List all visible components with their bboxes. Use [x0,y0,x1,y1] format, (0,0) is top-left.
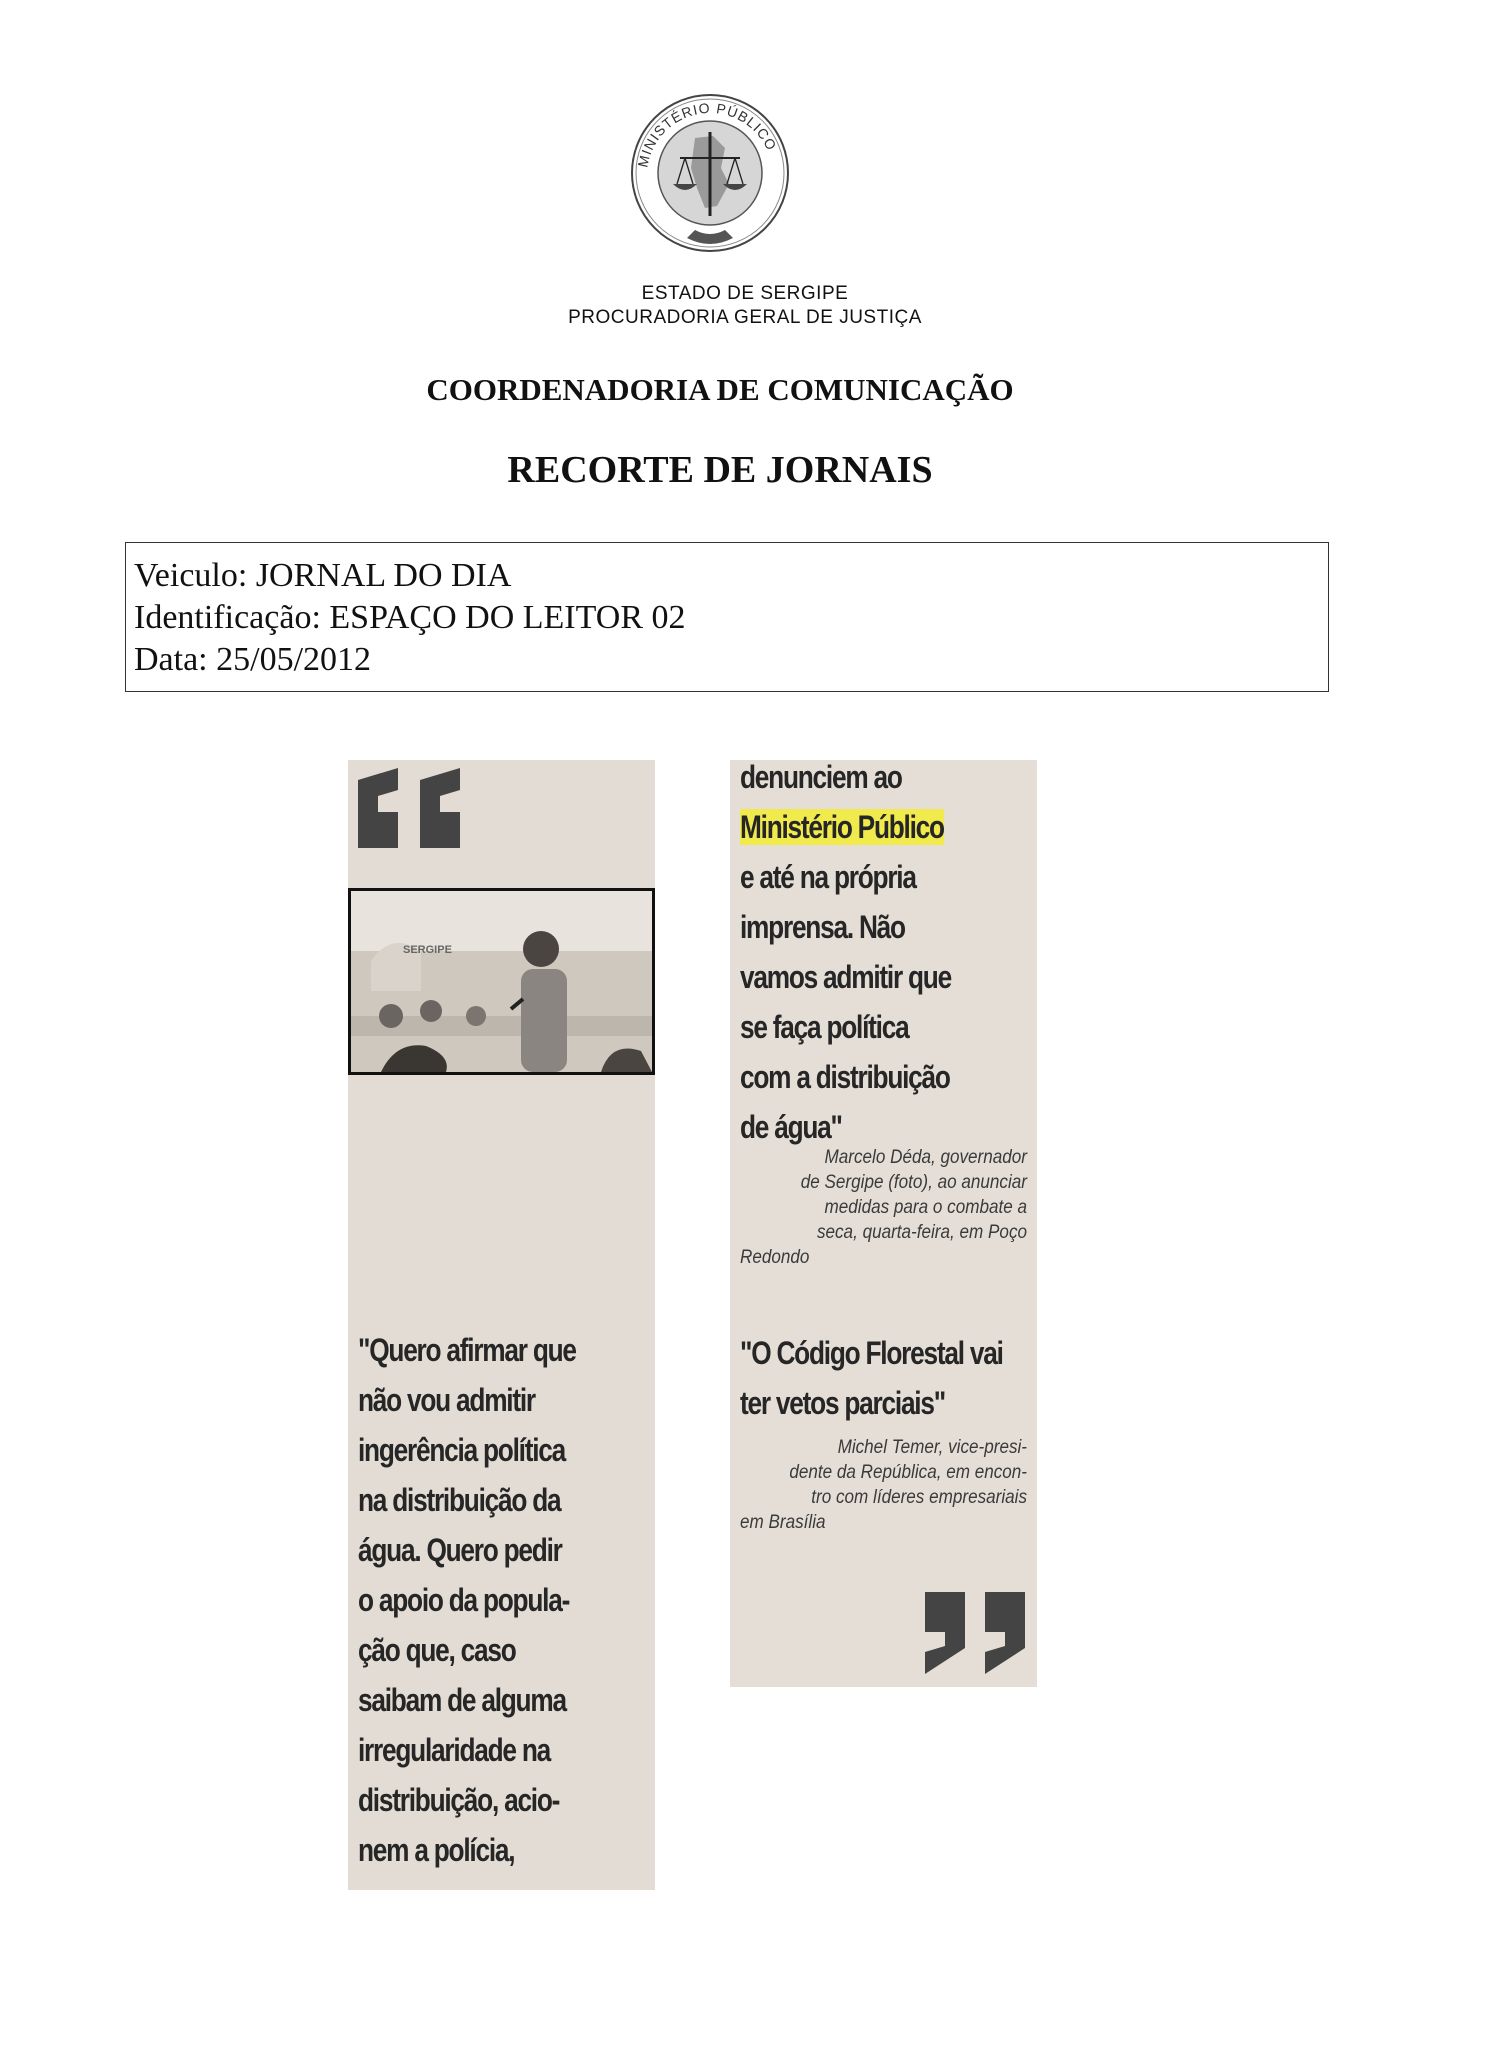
quote-line: irregularidade na [358,1732,550,1768]
date-value: 25/05/2012 [216,641,372,678]
vehicle-row [134,555,1320,597]
department-title: COORDENADORIA DE COMUNICAÇÃO [426,372,1014,407]
attribution-line: seca, quarta-feira, em Poço [816,1222,1027,1243]
quote-attribution [740,1145,1027,1270]
quote-line: com a distribuição [740,1059,950,1095]
identification-value: ESPAÇO DO LEITOR 02 [329,599,686,636]
attribution-line: Michel Temer, vice-presi- [837,1437,1027,1458]
office-name: PROCURADORIA GERAL DE JUSTIÇA [568,307,922,328]
second-quote-attribution [740,1435,1027,1535]
clipping-info-box [125,542,1329,692]
attribution-line: Redondo [740,1247,810,1268]
quote-line: distribuição, acio- [358,1782,560,1818]
quote-line: e até na própria [740,859,916,895]
newspaper-clipping-left [348,760,655,1890]
vehicle-label: Veiculo: [134,557,256,594]
quote-line: se faça política [740,1009,909,1045]
quote-line: saibam de alguma [358,1682,566,1718]
quote-line: nem a polícia, [358,1832,515,1868]
quote-line-highlighted [740,802,984,852]
date-label: Data: [134,641,217,678]
quote-line: água. Quero pedir [358,1532,562,1568]
quote-continuation-text [740,760,1037,1152]
identification-row [134,597,1320,639]
quote-line: não vou admitir [358,1382,535,1418]
second-quote-text [740,1328,1037,1428]
attribution-line: tro com líderes empresariais [811,1487,1027,1508]
vehicle-value: JORNAL DO DIA [255,557,512,594]
quote-text [358,1325,655,1875]
quote-line: de água" [740,1109,842,1145]
photo-banner-text: SERGIPE [403,944,452,956]
open-quote-icon [348,760,478,855]
highlighted-text: Ministério Público [740,809,944,845]
quote-line: na distribuição da [358,1482,561,1518]
attribution-line: em Brasília [740,1512,826,1533]
attribution-line: de Sergipe (foto), ao anunciar [800,1172,1027,1193]
close-quote-icon [907,1582,1037,1687]
quote-line: "O Código Florestal vai [740,1335,1003,1371]
identification-label: Identificação: [134,599,330,636]
quote-line: imprensa. Não [740,909,905,945]
quote-line: denunciem ao [740,760,902,795]
ministerio-publico-seal-icon [625,88,795,258]
quote-line: ção que, caso [358,1632,516,1668]
newspaper-clipping-right [730,760,1037,1687]
attribution-line: dente da República, em encon- [789,1462,1027,1483]
attribution-line: medidas para o combate a [824,1197,1027,1218]
quote-line: ter vetos parciais" [740,1385,945,1421]
quote-line: "Quero afirmar que [358,1332,576,1368]
date-row [134,639,1320,681]
quote-line: ingerência política [358,1432,566,1468]
quote-line: vamos admitir que [740,959,951,995]
seal-text: MINISTÉRIO PÚBLICO [634,99,781,169]
page-title: RECORTE DE JORNAIS [507,449,933,491]
attribution-line: Marcelo Déda, governador [824,1147,1027,1168]
governor-speaking-photo [348,888,655,1075]
quote-line: o apoio da popula- [358,1582,570,1618]
state-name: ESTADO DE SERGIPE [641,283,849,304]
